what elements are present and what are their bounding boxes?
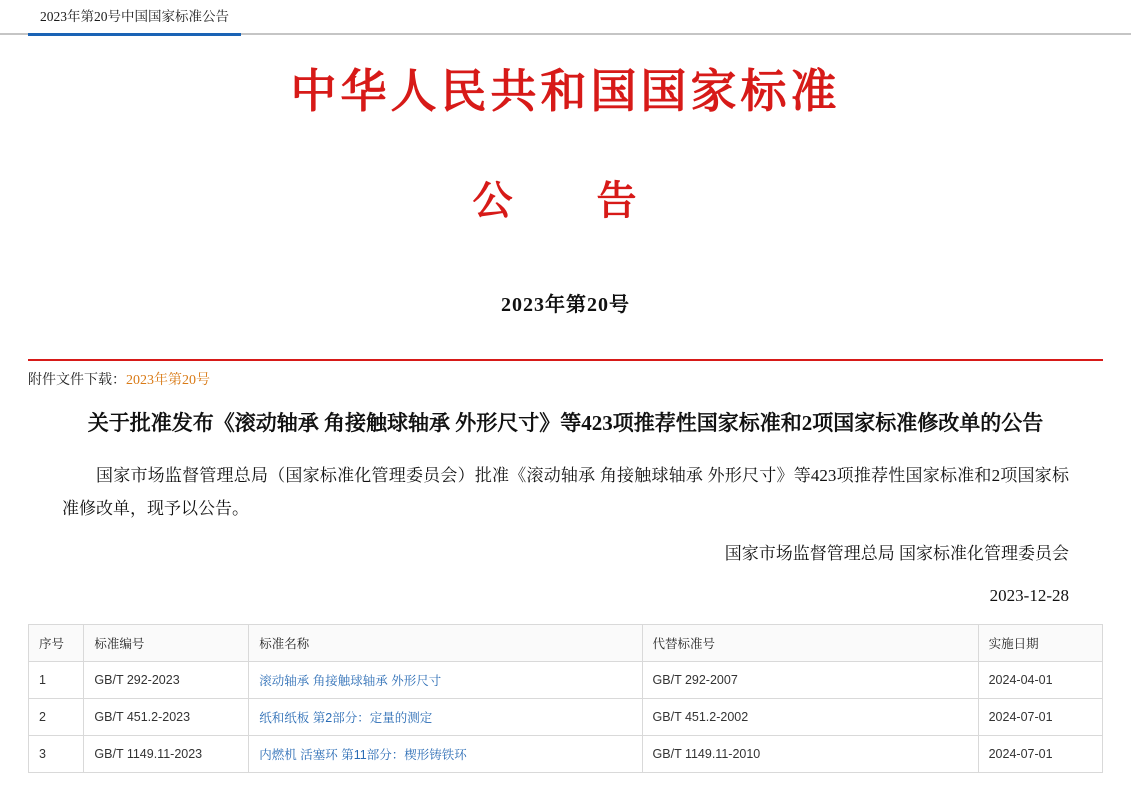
cell-code: GB/T 292-2023 — [84, 662, 249, 699]
page-subtitle: 公 告 — [472, 177, 659, 223]
table-row — [29, 736, 1103, 773]
page-title: 中华人民共和国国家标准 — [290, 66, 841, 117]
column-header-replaces: 代替标准号 — [642, 625, 978, 662]
cell-date: 2024-07-01 — [978, 699, 1102, 736]
cell-replaces: GB/T 451.2-2002 — [642, 699, 978, 736]
cell-code: GB/T 1149.11-2023 — [84, 736, 249, 773]
column-header-name: 标准名称 — [249, 625, 642, 662]
document-signature: 国家市场监督管理总局 国家标准化管理委员会 — [724, 544, 1069, 564]
document-paragraph: 国家市场监督管理总局（国家标准化管理委员会）批准《滚动轴承 角接触球轴承 外形尺寸》等423项推荐性国家标准和2项国家标准修改单，现予以公告。 — [62, 466, 1069, 519]
cell-name — [249, 662, 642, 699]
tab-bar — [0, 0, 1131, 35]
standard-name-link[interactable]: 纸和纸板 第2部分：定量的测定 — [259, 711, 433, 726]
attachment-download-link[interactable]: 2023年第20号 — [126, 372, 210, 388]
document-title: 关于批准发布《滚动轴承 角接触球轴承 外形尺寸》等423项推荐性国家标准和2项国家标准修改单的公告 — [87, 410, 1044, 435]
cell-seq: 3 — [29, 736, 84, 773]
document-date: 2023-12-28 — [989, 586, 1069, 606]
cell-replaces: GB/T 292-2007 — [642, 662, 978, 699]
cell-name — [249, 699, 642, 736]
standard-name-link[interactable]: 内燃机 活塞环 第11部分：楔形铸铁环 — [259, 748, 467, 763]
cell-name — [249, 736, 642, 773]
standard-name-link[interactable]: 滚动轴承 角接触球轴承 外形尺寸 — [259, 674, 442, 689]
column-header-date: 实施日期 — [978, 625, 1102, 662]
table-header-row — [29, 625, 1103, 662]
masthead — [0, 35, 1131, 317]
column-header-seq: 序号 — [29, 625, 84, 662]
table-row — [29, 699, 1103, 736]
cell-code: GB/T 451.2-2023 — [84, 699, 249, 736]
red-divider — [28, 359, 1103, 361]
column-header-code: 标准编号 — [84, 625, 249, 662]
cell-seq: 1 — [29, 662, 84, 699]
cell-date: 2024-07-01 — [978, 736, 1102, 773]
tab-announcement[interactable]: 2023年第20号中国国家标准公告 — [28, 0, 241, 36]
standards-table — [28, 624, 1103, 773]
cell-seq: 2 — [29, 699, 84, 736]
cell-date: 2024-04-01 — [978, 662, 1102, 699]
attachment-label: 附件文件下载： — [28, 372, 126, 388]
table-row — [29, 662, 1103, 699]
cell-replaces: GB/T 1149.11-2010 — [642, 736, 978, 773]
attachment-row — [28, 369, 1131, 389]
issue-number: 2023年第20号 — [501, 293, 630, 316]
